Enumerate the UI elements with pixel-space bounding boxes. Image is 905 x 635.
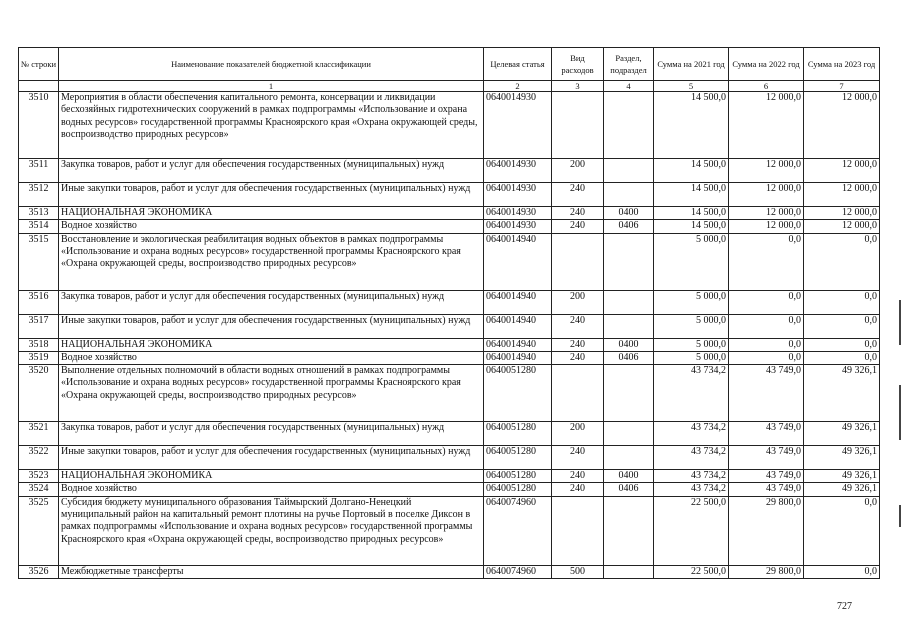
row-target: 0640014940: [484, 233, 552, 290]
row-name: Водное хозяйство: [59, 483, 484, 496]
row-type: 240: [552, 483, 604, 496]
row-sum-2021: 5 000,0: [654, 338, 729, 351]
budget-table: [18, 47, 880, 579]
row-number: 3522: [19, 446, 59, 470]
row-sum-2022: 0,0: [729, 314, 804, 338]
row-name: Закупка товаров, работ и услуг для обеспечения государственных (муниципальных) нужд: [59, 290, 484, 314]
row-number: 3517: [19, 314, 59, 338]
row-name: Водное хозяйство: [59, 220, 484, 233]
table-row: [19, 483, 880, 496]
row-sum-2021: 5 000,0: [654, 314, 729, 338]
table-row: [19, 365, 880, 422]
row-name: Закупка товаров, работ и услуг для обеспечения государственных (муниципальных) нужд: [59, 422, 484, 446]
row-sum-2021: 43 734,2: [654, 470, 729, 483]
row-sum-2023: 49 326,1: [804, 365, 880, 422]
row-section: [604, 233, 654, 290]
row-sum-2023: 49 326,1: [804, 483, 880, 496]
header-type: Вид расходов: [552, 48, 604, 81]
row-number: 3525: [19, 496, 59, 565]
table-row: [19, 565, 880, 578]
row-target: 0640014930: [484, 220, 552, 233]
row-target: 0640014940: [484, 338, 552, 351]
row-target: 0640051280: [484, 483, 552, 496]
row-sum-2022: 0,0: [729, 338, 804, 351]
row-target: 0640051280: [484, 365, 552, 422]
row-section: [604, 290, 654, 314]
row-name: Восстановление и экологическая реабилитация водных объектов в рамках подпрограммы «Использование и охрана водных ресурсов» государственной программы Красноярского края «Охрана окружающей среды, воспроизводство природных ресурсов»: [59, 233, 484, 290]
row-type: 240: [552, 220, 604, 233]
row-number: 3513: [19, 207, 59, 220]
table-row: [19, 338, 880, 351]
row-type: [552, 92, 604, 159]
page-number: 727: [837, 601, 852, 612]
row-type: [552, 496, 604, 565]
row-sum-2022: 12 000,0: [729, 220, 804, 233]
row-section: 0400: [604, 338, 654, 351]
row-section: 0406: [604, 483, 654, 496]
column-number: 7: [804, 81, 880, 92]
row-name: НАЦИОНАЛЬНАЯ ЭКОНОМИКА: [59, 338, 484, 351]
row-sum-2023: 12 000,0: [804, 92, 880, 159]
row-sum-2022: 43 749,0: [729, 422, 804, 446]
row-type: 240: [552, 314, 604, 338]
row-sum-2023: 0,0: [804, 351, 880, 364]
row-number: 3514: [19, 220, 59, 233]
row-name: Иные закупки товаров, работ и услуг для обеспечения государственных (муниципальных) нужд: [59, 446, 484, 470]
column-number: 1: [59, 81, 484, 92]
row-sum-2021: 22 500,0: [654, 565, 729, 578]
row-number: 3510: [19, 92, 59, 159]
row-name: Иные закупки товаров, работ и услуг для обеспечения государственных (муниципальных) нужд: [59, 314, 484, 338]
row-sum-2023: 0,0: [804, 338, 880, 351]
row-type: 240: [552, 338, 604, 351]
row-section: [604, 159, 654, 183]
row-sum-2023: 0,0: [804, 314, 880, 338]
table-row: [19, 351, 880, 364]
row-type: 200: [552, 290, 604, 314]
row-type: 200: [552, 422, 604, 446]
row-section: [604, 92, 654, 159]
row-section: [604, 446, 654, 470]
header-row-no: № строки: [19, 48, 59, 81]
row-sum-2022: 43 749,0: [729, 483, 804, 496]
row-target: 0640014930: [484, 92, 552, 159]
row-sum-2021: 14 500,0: [654, 159, 729, 183]
row-section: [604, 314, 654, 338]
row-name: НАЦИОНАЛЬНАЯ ЭКОНОМИКА: [59, 207, 484, 220]
row-sum-2022: 0,0: [729, 233, 804, 290]
row-sum-2023: 0,0: [804, 496, 880, 565]
row-target: 0640074960: [484, 565, 552, 578]
row-type: 240: [552, 470, 604, 483]
row-number: 3523: [19, 470, 59, 483]
row-sum-2023: 12 000,0: [804, 159, 880, 183]
header-name: Наименование показателей бюджетной классификации: [59, 48, 484, 81]
row-target: 0640051280: [484, 446, 552, 470]
row-name: Закупка товаров, работ и услуг для обеспечения государственных (муниципальных) нужд: [59, 159, 484, 183]
header-sum-2023: Сумма на 2023 год: [804, 48, 880, 81]
table-row: [19, 422, 880, 446]
row-target: 0640051280: [484, 470, 552, 483]
row-sum-2021: 43 734,2: [654, 365, 729, 422]
row-sum-2021: 5 000,0: [654, 351, 729, 364]
column-number: 5: [654, 81, 729, 92]
row-target: 0640051280: [484, 422, 552, 446]
header-sum-2021: Сумма на 2021 год: [654, 48, 729, 81]
table-row: [19, 159, 880, 183]
column-number-blank: [19, 81, 59, 92]
row-sum-2021: 43 734,2: [654, 446, 729, 470]
row-target: 0640014930: [484, 207, 552, 220]
column-number: 4: [604, 81, 654, 92]
row-number: 3524: [19, 483, 59, 496]
row-name: НАЦИОНАЛЬНАЯ ЭКОНОМИКА: [59, 470, 484, 483]
row-section: [604, 422, 654, 446]
column-number: 2: [484, 81, 552, 92]
row-sum-2022: 43 749,0: [729, 470, 804, 483]
row-sum-2021: 5 000,0: [654, 290, 729, 314]
row-number: 3519: [19, 351, 59, 364]
row-section: 0400: [604, 207, 654, 220]
row-sum-2022: 12 000,0: [729, 183, 804, 207]
row-name: Субсидия бюджету муниципального образования Таймырский Долгано-Ненецкий муниципальный район на капитальный ремонт плотины на ручье Портовый в поселке Диксон в рамках подпрограммы «Использование и охрана водных ресурсов» государственной программы Красноярского края «Охрана окружающей среды, воспроизводство природных ресурсов»: [59, 496, 484, 565]
row-number: 3511: [19, 159, 59, 183]
table-row: [19, 233, 880, 290]
row-sum-2023: 49 326,1: [804, 422, 880, 446]
header-sum-2022: Сумма на 2022 год: [729, 48, 804, 81]
row-number: 3515: [19, 233, 59, 290]
row-type: [552, 365, 604, 422]
row-sum-2022: 0,0: [729, 351, 804, 364]
row-target: 0640014940: [484, 314, 552, 338]
row-section: 0406: [604, 220, 654, 233]
row-sum-2021: 5 000,0: [654, 233, 729, 290]
table-header: [19, 48, 880, 92]
table-row: [19, 183, 880, 207]
row-target: 0640074960: [484, 496, 552, 565]
row-sum-2021: 43 734,2: [654, 422, 729, 446]
row-name: Иные закупки товаров, работ и услуг для обеспечения государственных (муниципальных) нужд: [59, 183, 484, 207]
row-sum-2021: 14 500,0: [654, 220, 729, 233]
row-type: 240: [552, 207, 604, 220]
row-sum-2021: 14 500,0: [654, 207, 729, 220]
row-name: Межбюджетные трансферты: [59, 565, 484, 578]
row-sum-2021: 43 734,2: [654, 483, 729, 496]
row-type: 240: [552, 351, 604, 364]
row-sum-2023: 0,0: [804, 290, 880, 314]
table-row: [19, 207, 880, 220]
table-body: [19, 92, 880, 579]
row-section: [604, 565, 654, 578]
table-row: [19, 470, 880, 483]
row-type: 240: [552, 183, 604, 207]
scan-edge-mark: [899, 300, 901, 345]
column-number: 3: [552, 81, 604, 92]
row-type: 200: [552, 159, 604, 183]
row-name: Водное хозяйство: [59, 351, 484, 364]
row-sum-2022: 29 800,0: [729, 496, 804, 565]
row-target: 0640014930: [484, 159, 552, 183]
table-row: [19, 446, 880, 470]
header-target: Целевая статья: [484, 48, 552, 81]
row-sum-2022: 12 000,0: [729, 159, 804, 183]
row-sum-2021: 22 500,0: [654, 496, 729, 565]
row-section: [604, 496, 654, 565]
row-type: 240: [552, 446, 604, 470]
row-name: Выполнение отдельных полномочий в области водных отношений в рамках подпрограммы «Использование и охрана водных ресурсов» государственной программы Красноярского края «Охрана окружающей среды, воспроизводство природных ресурсов»: [59, 365, 484, 422]
row-section: 0406: [604, 351, 654, 364]
row-number: 3512: [19, 183, 59, 207]
row-sum-2022: 12 000,0: [729, 207, 804, 220]
row-sum-2023: 0,0: [804, 233, 880, 290]
row-type: [552, 233, 604, 290]
row-section: [604, 183, 654, 207]
table-row: [19, 220, 880, 233]
row-number: 3516: [19, 290, 59, 314]
header-section: Раздел, подраздел: [604, 48, 654, 81]
row-target: 0640014940: [484, 351, 552, 364]
row-number: 3520: [19, 365, 59, 422]
table-row: [19, 496, 880, 565]
scan-edge-mark: [899, 385, 901, 440]
table-row: [19, 290, 880, 314]
row-sum-2022: 0,0: [729, 290, 804, 314]
row-sum-2023: 12 000,0: [804, 183, 880, 207]
row-number: 3521: [19, 422, 59, 446]
row-sum-2023: 49 326,1: [804, 446, 880, 470]
row-sum-2023: 0,0: [804, 565, 880, 578]
row-type: 500: [552, 565, 604, 578]
row-number: 3526: [19, 565, 59, 578]
table-row: [19, 92, 880, 159]
row-sum-2021: 14 500,0: [654, 92, 729, 159]
row-section: [604, 365, 654, 422]
row-sum-2023: 49 326,1: [804, 470, 880, 483]
row-sum-2022: 43 749,0: [729, 365, 804, 422]
row-target: 0640014940: [484, 290, 552, 314]
row-sum-2022: 43 749,0: [729, 446, 804, 470]
row-sum-2022: 12 000,0: [729, 92, 804, 159]
row-sum-2022: 29 800,0: [729, 565, 804, 578]
table-row: [19, 314, 880, 338]
row-section: 0400: [604, 470, 654, 483]
scan-edge-mark: [899, 505, 901, 527]
row-name: Мероприятия в области обеспечения капитального ремонта, консервации и ликвидации бесхозяйных гидротехнических сооружений в рамках подпрограммы «Использование и охрана водных ресурсов» государственной программы Красноярского края «Охрана окружающей среды, воспроизводство природных ресурсов»: [59, 92, 484, 159]
row-sum-2021: 14 500,0: [654, 183, 729, 207]
row-sum-2023: 12 000,0: [804, 207, 880, 220]
column-number: 6: [729, 81, 804, 92]
row-number: 3518: [19, 338, 59, 351]
row-target: 0640014930: [484, 183, 552, 207]
row-sum-2023: 12 000,0: [804, 220, 880, 233]
